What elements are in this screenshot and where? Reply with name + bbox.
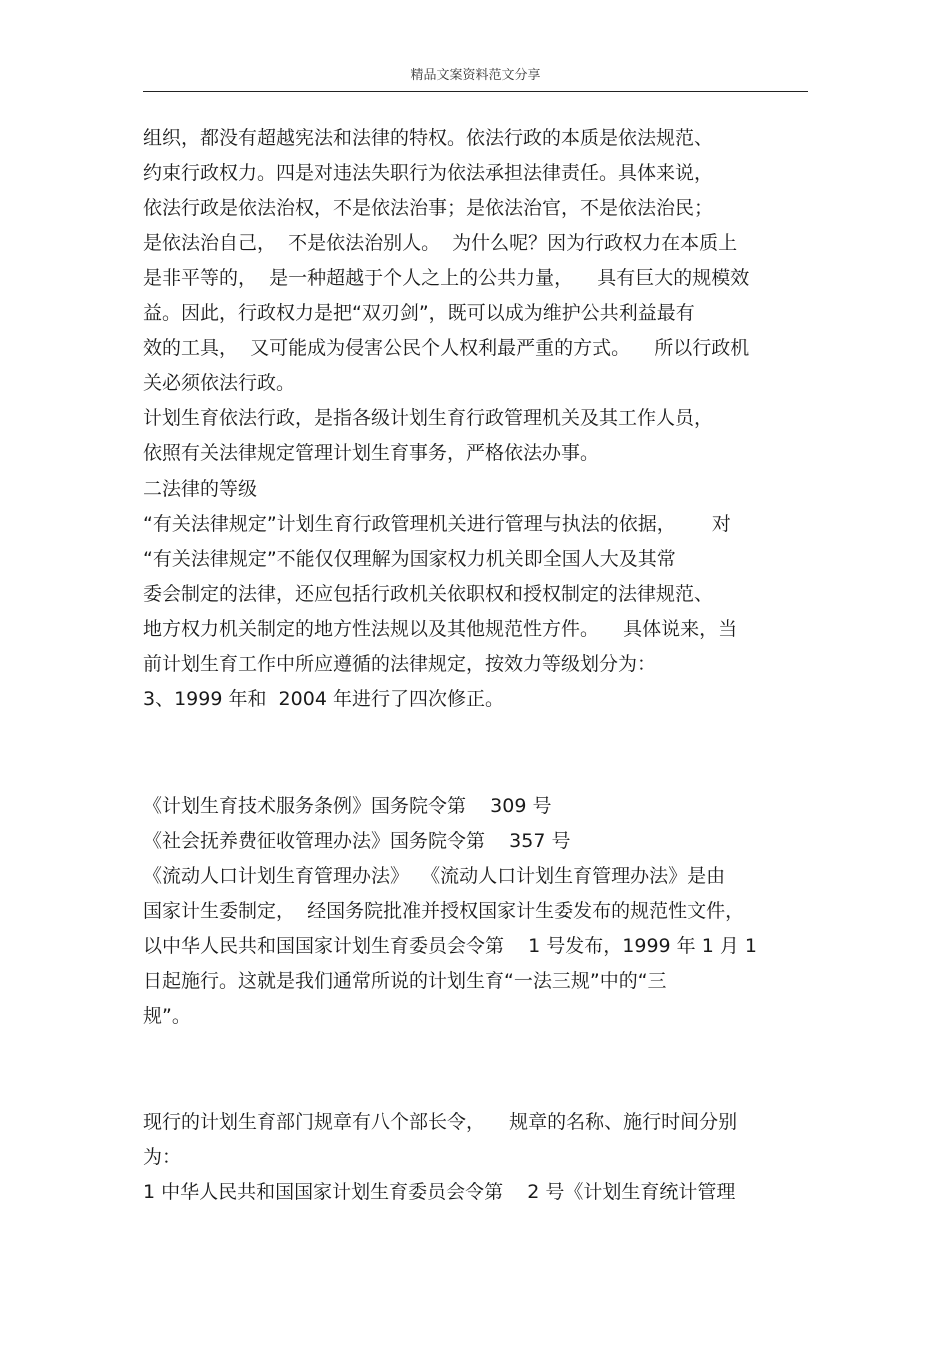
body-line: 《社会抚养费征收管理办法》国务院令第 357 号 <box>143 830 571 852</box>
body-line: 地方权力机关制定的地方性法规以及其他规范性方件。 具体说来，当 <box>143 618 738 640</box>
page-header: 精品文案资料范文分享 <box>410 68 541 83</box>
body-line: 是依法治自己， 不是依法治别人。 为什么呢？因为行政权力在本质上 <box>143 232 738 254</box>
body-line: 组织，都没有超越宪法和法律的特权。依法行政的本质是依法规范、 <box>143 127 714 149</box>
body-line: 依法行政是依法治权，不是依法治事；是依法治官，不是依法治民； <box>143 197 714 219</box>
body-line: 益。因此，行政权力是把“双刃剑”，既可以成为维护公共利益最有 <box>143 302 695 324</box>
body-line: 依照有关法律规定管理计划生育事务，严格依法办事。 <box>143 442 600 464</box>
body-line: 关必须依法行政。 <box>143 372 296 394</box>
header-rule <box>143 91 808 92</box>
body-line: “有关法律规定”计划生育行政管理机关进行管理与执法的依据， 对 <box>143 513 731 535</box>
body-line: 3、1999 年和 2004 年进行了四次修正。 <box>143 688 504 710</box>
body-line: 1 中华人民共和国国家计划生育委员会令第 2 号《计划生育统计管理 <box>143 1181 736 1203</box>
body-line: 效的工具， 又可能成为侵害公民个人权利最严重的方式。 所以行政机 <box>143 337 750 359</box>
body-line: 前计划生育工作中所应遵循的法律规定，按效力等级划分为： <box>143 653 657 675</box>
body-line: 《计划生育技术服务条例》国务院令第 309 号 <box>143 795 552 817</box>
body-line: “有关法律规定”不能仅仅理解为国家权力机关即全国人大及其常 <box>143 548 676 570</box>
body-line: 日起施行。这就是我们通常所说的计划生育“一法三规”中的“三 <box>143 970 667 992</box>
body-line: 现行的计划生育部门规章有八个部长令， 规章的名称、施行时间分别 <box>143 1111 738 1133</box>
body-line: 规”。 <box>143 1005 191 1027</box>
body-line: 是非平等的， 是一种超越于个人之上的公共力量， 具有巨大的规模效 <box>143 267 750 289</box>
body-line: 为： <box>143 1146 182 1168</box>
body-line: 计划生育依法行政，是指各级计划生育行政管理机关及其工作人员， <box>143 407 714 429</box>
body-line: 约束行政权力。四是对违法失职行为依法承担法律责任。具体来说， <box>143 162 714 184</box>
section-heading: 二法律的等级 <box>143 478 258 500</box>
body-line: 国家计生委制定， 经国务院批准并授权国家计生委发布的规范性文件， <box>143 900 745 922</box>
body-line: 以中华人民共和国国家计划生育委员会令第 1 号发布，1999 年 1 月 1 <box>143 935 757 957</box>
body-line: 《流动人口计划生育管理办法》 《流动人口计划生育管理办法》是由 <box>143 865 726 887</box>
body-line: 委会制定的法律，还应包括行政机关依职权和授权制定的法律规范、 <box>143 583 714 605</box>
